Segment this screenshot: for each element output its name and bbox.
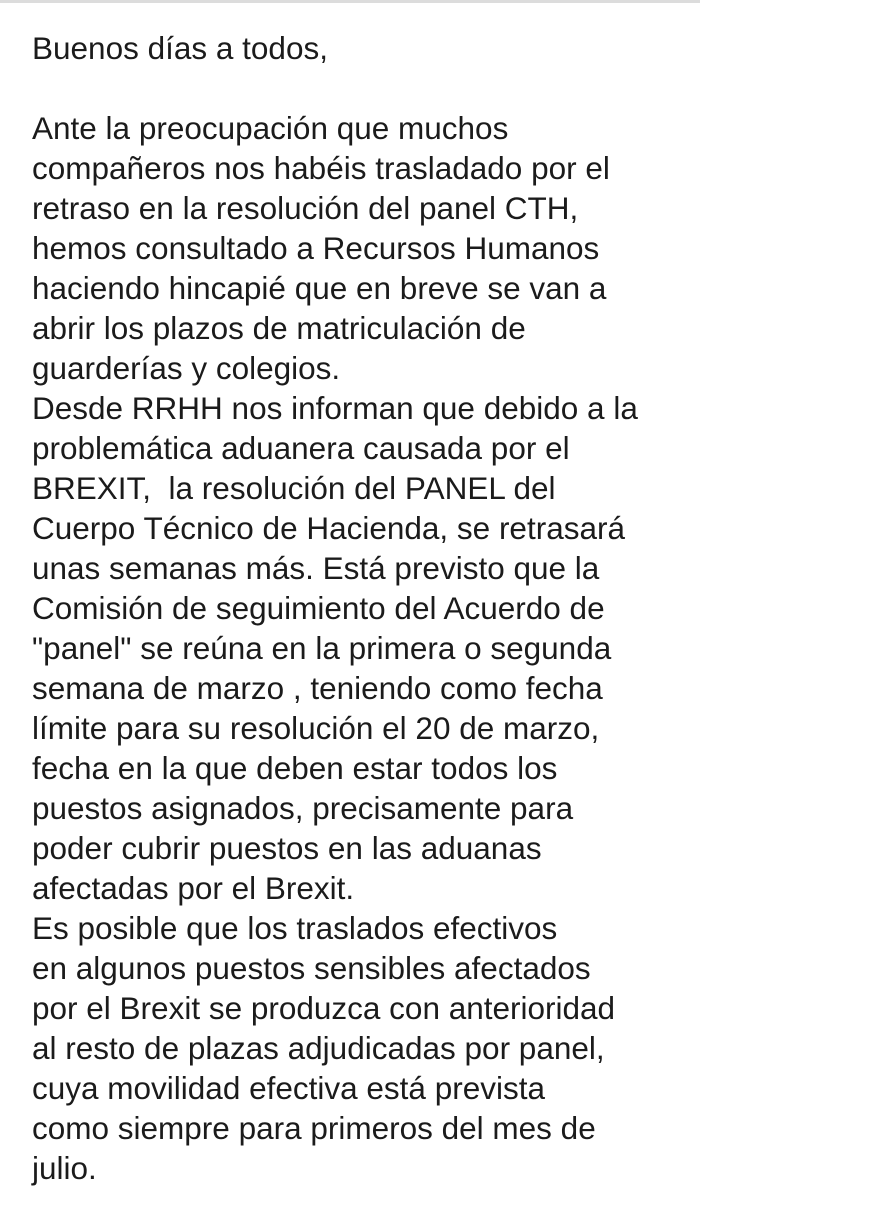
message-line: BREXIT, la resolución del PANEL del [32,470,556,506]
message-line: como siempre para primeros del mes de [32,1110,596,1146]
message-line: Comisión de seguimiento del Acuerdo de [32,590,605,626]
message-line: hemos consultado a Recursos Humanos [32,230,600,266]
message-line: Buenos días a todos, [32,30,328,66]
message-line: semana de marzo , teniendo como fecha [32,670,603,706]
message-line: haciendo hincapié que en breve se van a [32,270,607,306]
message-line: Es posible que los traslados efectivos [32,910,558,946]
message-line: fecha en la que deben estar todos los [32,750,558,786]
message-line: Ante la preocupación que muchos [32,110,509,146]
message-line: Desde RRHH nos informan que debido a la [32,390,638,426]
message-line: julio. [32,1150,97,1186]
message-line [32,68,862,108]
message-line: abrir los plazos de matriculación de [32,310,526,346]
message-line: unas semanas más. Está previsto que la [32,550,600,586]
message-line: Cuerpo Técnico de Hacienda, se retrasará [32,510,625,546]
message-line: cuya movilidad efectiva está prevista [32,1070,545,1106]
message-line: al resto de plazas adjudicadas por panel, [32,1030,605,1066]
message-line: puestos asignados, precisamente para [32,790,574,826]
message-line: compañeros nos habéis trasladado por el [32,150,610,186]
message-line: poder cubrir puestos en las aduanas [32,830,542,866]
message-line: en algunos puestos sensibles afectados [32,950,591,986]
message-line: "panel" se reúna en la primera o segunda [32,630,612,666]
top-divider [0,0,700,3]
message-line: guarderías y colegios. [32,350,341,386]
message-line: retraso en la resolución del panel CTH, [32,190,579,226]
message-line: problemática aduanera causada por el [32,430,570,466]
message-body [32,28,862,1188]
message-line: por el Brexit se produzca con anterioridad [32,990,616,1026]
message-line: límite para su resolución el 20 de marzo, [32,710,600,746]
message-line: afectadas por el Brexit. [32,870,355,906]
